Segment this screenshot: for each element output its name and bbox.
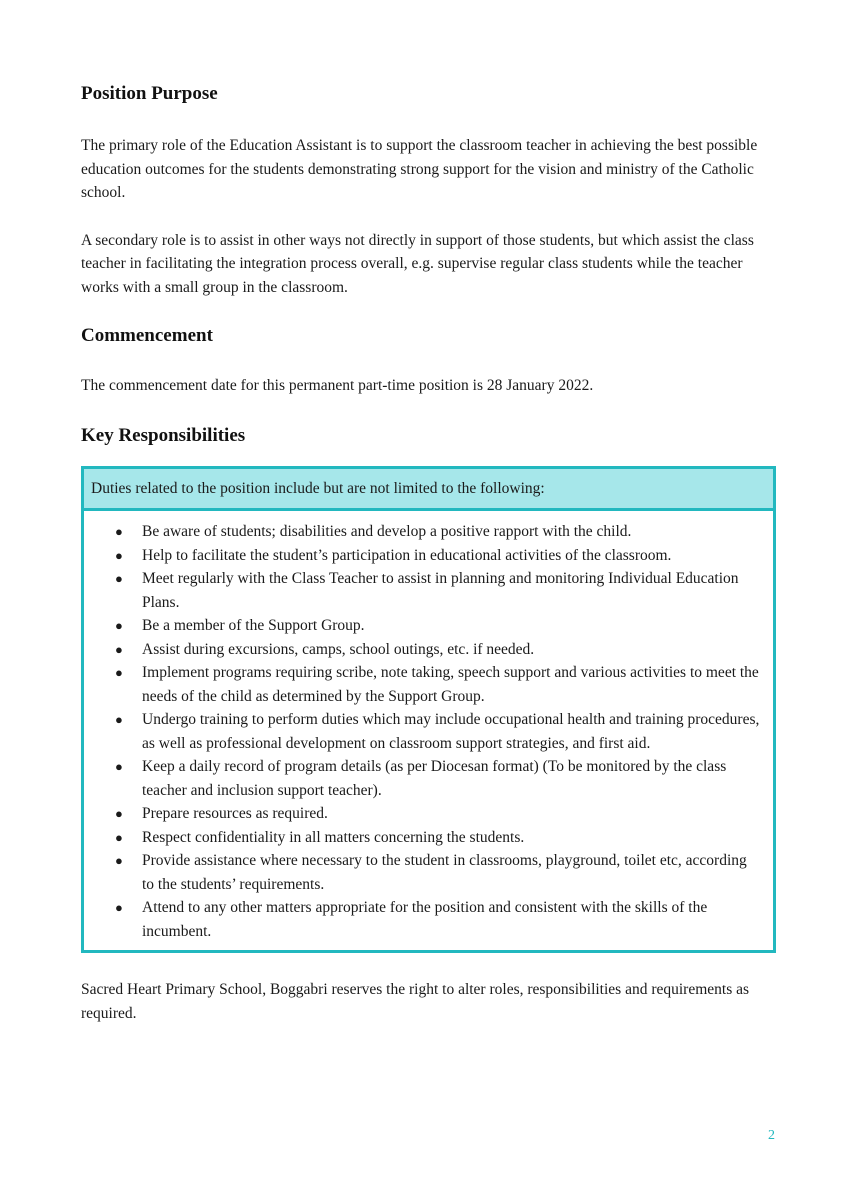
bullet-icon: ●: [115, 829, 123, 845]
closing-paragraph: Sacred Heart Primary School, Boggabri reserves the right to alter roles, responsibilities and requirements as required.: [81, 981, 750, 1022]
duty-item: [115, 638, 761, 662]
bullet-icon: ●: [115, 641, 123, 657]
key-responsibilities-heading: Key Responsibilities: [81, 424, 246, 446]
purpose-paragraph-2: A secondary role is to assist in other ways not directly in support of those students, but which assist the class teacher in facilitating the integration process overall, e.g. supervise regular class students while the teacher works with a small group in the classroom.: [81, 231, 754, 296]
commencement-paragraph: The commencement date for this permanent part-time position is 28 January 2022.: [81, 377, 594, 394]
duty-text: Respect confidentiality in all matters concerning the students.: [142, 828, 525, 846]
bullet-icon: ●: [115, 571, 123, 586]
bullet-icon: ●: [115, 806, 123, 821]
duty-text: Be aware of students; disabilities and develop a positive rapport with the child.: [142, 523, 632, 540]
duty-text: Implement programs requiring scribe, note taking, speech support and various activities to meet the needs of the child as determined by the Support Group.: [142, 664, 759, 705]
duty-item: [115, 849, 761, 896]
duties-list: [84, 511, 773, 950]
duties-box: [81, 466, 776, 954]
duty-item: [115, 614, 761, 638]
bullet-icon: ●: [115, 712, 123, 727]
duty-item: [115, 896, 761, 943]
bullet-icon: ●: [115, 759, 123, 774]
duty-item: [115, 661, 761, 708]
duty-text: Keep a daily record of program details (as per Diocesan format) (To be monitored by the class teacher and inclusion support teacher).: [142, 758, 727, 799]
bullet-icon: ●: [115, 853, 123, 868]
duty-text: Provide assistance where necessary to the student in classrooms, playground, toilet etc, according to the students’ requirements.: [142, 852, 747, 893]
purpose-paragraph-1: The primary role of the Education Assistant is to support the classroom teacher in achieving the best possible education outcomes for the students demonstrating strong support for the vision and ministry of the Catholic school.: [81, 137, 758, 201]
duty-text: Prepare resources as required.: [142, 805, 328, 822]
commencement-heading: Commencement: [81, 325, 213, 346]
duty-text: Help to facilitate the student’s participation in educational activities of the classroom.: [142, 546, 672, 564]
duties-box-header: Duties related to the position include but are not limited to the following:: [84, 469, 773, 512]
duty-text: Attend to any other matters appropriate for the position and consistent with the skills of the incumbent.: [142, 899, 708, 940]
bullet-icon: ●: [115, 524, 123, 539]
duty-item: [115, 708, 761, 755]
duty-item: [115, 802, 761, 826]
duty-item: [115, 755, 761, 802]
bullet-icon: ●: [115, 665, 123, 680]
bullet-icon: ●: [115, 900, 123, 915]
duty-item: [115, 544, 761, 568]
position-purpose-heading: Position Purpose: [81, 83, 218, 104]
bullet-icon: ●: [115, 618, 123, 633]
duty-text: Meet regularly with the Class Teacher to assist in planning and monitoring Individual Education Plans.: [142, 570, 739, 611]
duty-text: Assist during excursions, camps, school outings, etc. if needed.: [142, 640, 535, 658]
page-number: 2: [768, 1128, 775, 1143]
duty-item: [115, 520, 761, 544]
duty-item: [115, 826, 761, 850]
duty-text: Be a member of the Support Group.: [142, 617, 365, 634]
duty-text: Undergo training to perform duties which may include occupational health and training procedures, as well as professional development on classroom support strategies, and first aid.: [142, 711, 760, 752]
page-content: [81, 80, 776, 1025]
bullet-icon: ●: [115, 547, 123, 563]
duty-item: [115, 567, 761, 614]
